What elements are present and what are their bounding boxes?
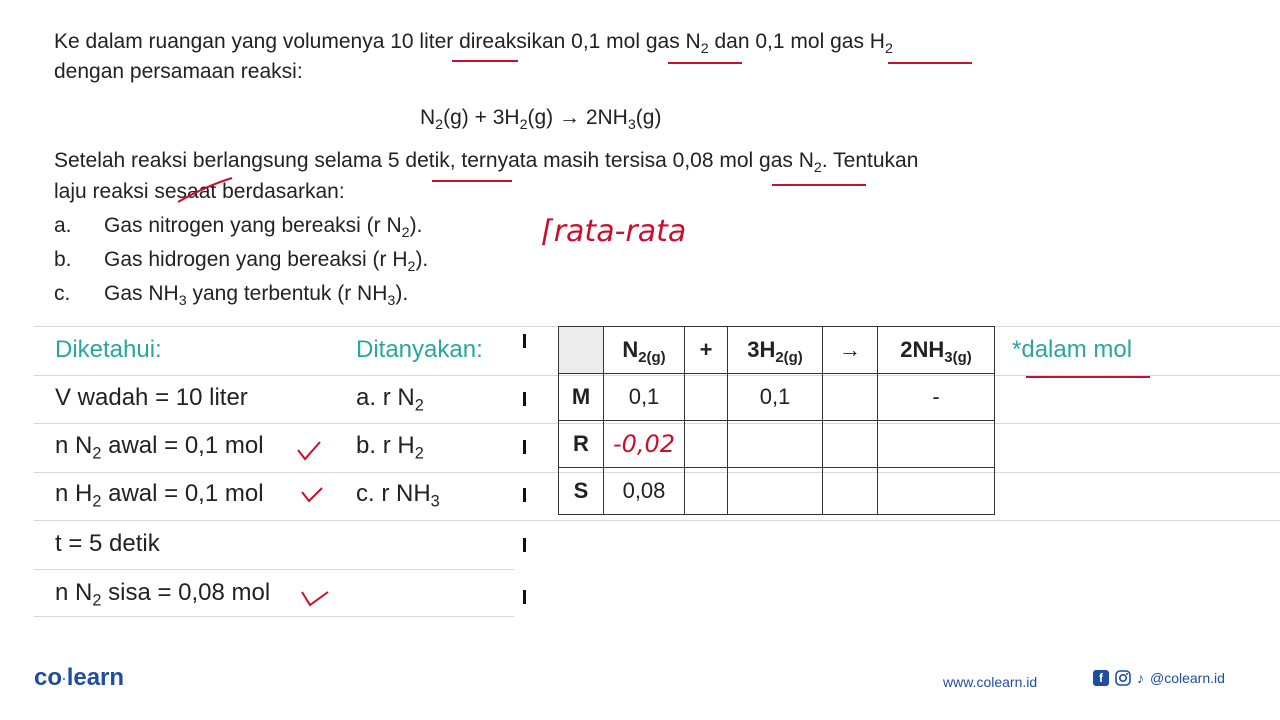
time-value: 5 detik — [387, 149, 450, 172]
corner-cell — [559, 327, 604, 374]
text: gas N — [640, 30, 701, 53]
cell-nh3: - — [878, 374, 995, 421]
asked-label: c. — [356, 480, 375, 507]
cell-h2 — [728, 421, 823, 468]
logo-dot-icon: · — [62, 670, 67, 687]
text: . Tentukan — [821, 149, 919, 172]
known-n2-initial — [55, 432, 264, 463]
subscript: 2 — [92, 444, 102, 463]
reaction-equation — [420, 106, 662, 133]
table-header-row — [559, 327, 995, 374]
cell-empty — [823, 374, 878, 421]
text: , ternyata masih tersisa — [449, 149, 673, 172]
n2-moles-value: 0,1 mol — [571, 30, 641, 53]
problem-line-3 — [54, 149, 919, 176]
separator-dash — [523, 590, 526, 604]
text: Setelah reaksi berlangsung selama — [54, 149, 388, 172]
check-mark-icon — [300, 588, 330, 608]
colearn-logo — [34, 664, 124, 692]
option-text: yang terbentuk (r NH — [186, 282, 388, 305]
eq-part: (g) → 2NH — [527, 106, 628, 129]
check-mark-icon — [300, 486, 324, 504]
option-text: ). — [415, 248, 429, 271]
option-text: Gas NH — [104, 282, 179, 305]
h2-moles-value: 0,1 mol — [755, 30, 825, 53]
subscript: 2 — [401, 224, 410, 241]
underline-volume — [452, 60, 518, 62]
cell-n2: 0,08 — [604, 468, 685, 515]
divider — [34, 569, 514, 570]
cell-nh3 — [878, 468, 995, 515]
header-n2 — [604, 327, 685, 374]
problem-line-4: laju reaksi sesaat berdasarkan: — [54, 180, 345, 203]
logo-text: learn — [66, 664, 125, 691]
option-label: c. — [54, 282, 71, 305]
underline-time — [432, 180, 512, 182]
subscript: 2 — [700, 40, 709, 57]
separator-dash — [523, 392, 526, 406]
text: 2NH — [900, 337, 945, 362]
subscript: 2 — [435, 116, 444, 133]
subscript: 2(g) — [638, 349, 666, 367]
website-link[interactable]: www.colearn.id — [943, 674, 1038, 690]
text: gas H — [824, 30, 885, 53]
separator-dash — [523, 440, 526, 454]
bracket-mark: ⌈ — [542, 214, 554, 249]
cell-empty — [685, 468, 728, 515]
social-handle: @colearn.id — [1150, 670, 1225, 686]
asked-c — [356, 480, 440, 511]
header-plus: + — [685, 327, 728, 374]
check-mark-icon — [296, 440, 322, 462]
handwritten-value: -0,02 — [612, 430, 676, 458]
subscript: 3 — [627, 116, 636, 133]
text: sisa = 0,08 mol — [101, 579, 271, 606]
separator-dash — [523, 334, 526, 348]
cell-empty — [685, 374, 728, 421]
separator-dash — [523, 488, 526, 502]
option-label: b. — [54, 248, 72, 271]
subscript: 3 — [387, 292, 396, 309]
asked-a — [356, 384, 424, 415]
text: 3H — [747, 337, 776, 362]
remaining-moles-value: 0,08 mol — [672, 149, 754, 172]
asked-label: a. — [356, 384, 377, 411]
subscript: 2 — [519, 116, 528, 133]
instagram-icon[interactable] — [1115, 670, 1131, 686]
text: dan — [708, 30, 756, 53]
subscript: 2(g) — [775, 349, 803, 367]
text: r H — [382, 432, 415, 459]
known-volume: V wadah = 10 liter — [55, 384, 248, 411]
volume-value: 10 liter — [390, 30, 454, 53]
eq-part: (g) + 3H — [443, 106, 520, 129]
header-h2 — [728, 327, 823, 374]
facebook-icon[interactable]: f — [1093, 670, 1109, 686]
eq-part: (g) — [635, 106, 662, 129]
subscript: 3(g) — [944, 349, 972, 367]
text: n N — [55, 579, 93, 606]
handwritten-note — [542, 214, 686, 249]
tiktok-icon[interactable]: ♪ — [1137, 670, 1144, 686]
subscript: 3 — [430, 492, 440, 511]
cell-empty — [823, 468, 878, 515]
text: gas N — [753, 149, 814, 172]
strike-mark — [176, 176, 236, 206]
asked-label: b. — [356, 432, 377, 459]
subscript: 3 — [178, 292, 187, 309]
option-text: Gas nitrogen yang bereaksi (r N — [104, 214, 402, 237]
subscript: 2 — [813, 159, 822, 176]
problem-line-2: dengan persamaan reaksi: — [54, 60, 303, 83]
table-row — [559, 374, 995, 421]
asked-header: Ditanyakan: — [356, 336, 483, 363]
text: r NH — [381, 480, 431, 507]
cell-empty — [823, 421, 878, 468]
row-label: M — [559, 374, 604, 421]
mrs-table — [558, 326, 995, 515]
known-h2-initial — [55, 480, 264, 511]
underline-h2-moles — [888, 62, 972, 64]
subscript: 2 — [414, 396, 424, 415]
row-label: S — [559, 468, 604, 515]
header-arrow: → — [823, 327, 878, 374]
text: n N — [55, 432, 93, 459]
text: N — [622, 337, 639, 362]
subscript: 2 — [407, 258, 416, 275]
cell-n2: 0,1 — [604, 374, 685, 421]
option-text: Gas hidrogen yang bereaksi (r H — [104, 248, 408, 271]
underline-unit-note — [1026, 376, 1150, 378]
cell-empty — [685, 421, 728, 468]
problem-line-1 — [54, 30, 893, 57]
option-c — [54, 282, 409, 309]
unit-note: *dalam mol — [1012, 336, 1133, 363]
text: awal = 0,1 mol — [101, 432, 264, 459]
underline-n2-moles — [668, 62, 742, 64]
text: direaksikan — [453, 30, 572, 53]
subscript: 2 — [414, 444, 424, 463]
option-text: ). — [409, 214, 423, 237]
social-links — [1093, 670, 1225, 686]
known-header: Diketahui: — [55, 336, 162, 363]
subscript: 2 — [92, 492, 102, 511]
asked-b — [356, 432, 424, 463]
option-label: a. — [54, 214, 72, 237]
logo-text: co — [34, 664, 63, 691]
cell-h2 — [728, 468, 823, 515]
subscript: 2 — [92, 591, 102, 610]
table-row — [559, 421, 995, 468]
separator-dash — [523, 538, 526, 552]
cell-h2: 0,1 — [728, 374, 823, 421]
eq-part: N — [420, 106, 436, 129]
text: awal = 0,1 mol — [101, 480, 264, 507]
text: n H — [55, 480, 93, 507]
text: r N — [382, 384, 415, 411]
row-label: R — [559, 421, 604, 468]
subscript: 2 — [884, 40, 893, 57]
header-nh3 — [878, 327, 995, 374]
option-a — [54, 214, 423, 241]
cell-nh3 — [878, 421, 995, 468]
text: Ke dalam ruangan yang volumenya — [54, 30, 391, 53]
cell-n2 — [604, 421, 685, 468]
known-time: t = 5 detik — [55, 530, 160, 557]
option-b — [54, 248, 429, 275]
known-n2-remaining — [55, 579, 271, 610]
divider — [34, 520, 1280, 521]
table-row — [559, 468, 995, 515]
underline-remaining — [772, 184, 866, 186]
option-text: ). — [395, 282, 409, 305]
divider — [34, 616, 514, 617]
rata-rata-text: rata-rata — [553, 214, 687, 249]
